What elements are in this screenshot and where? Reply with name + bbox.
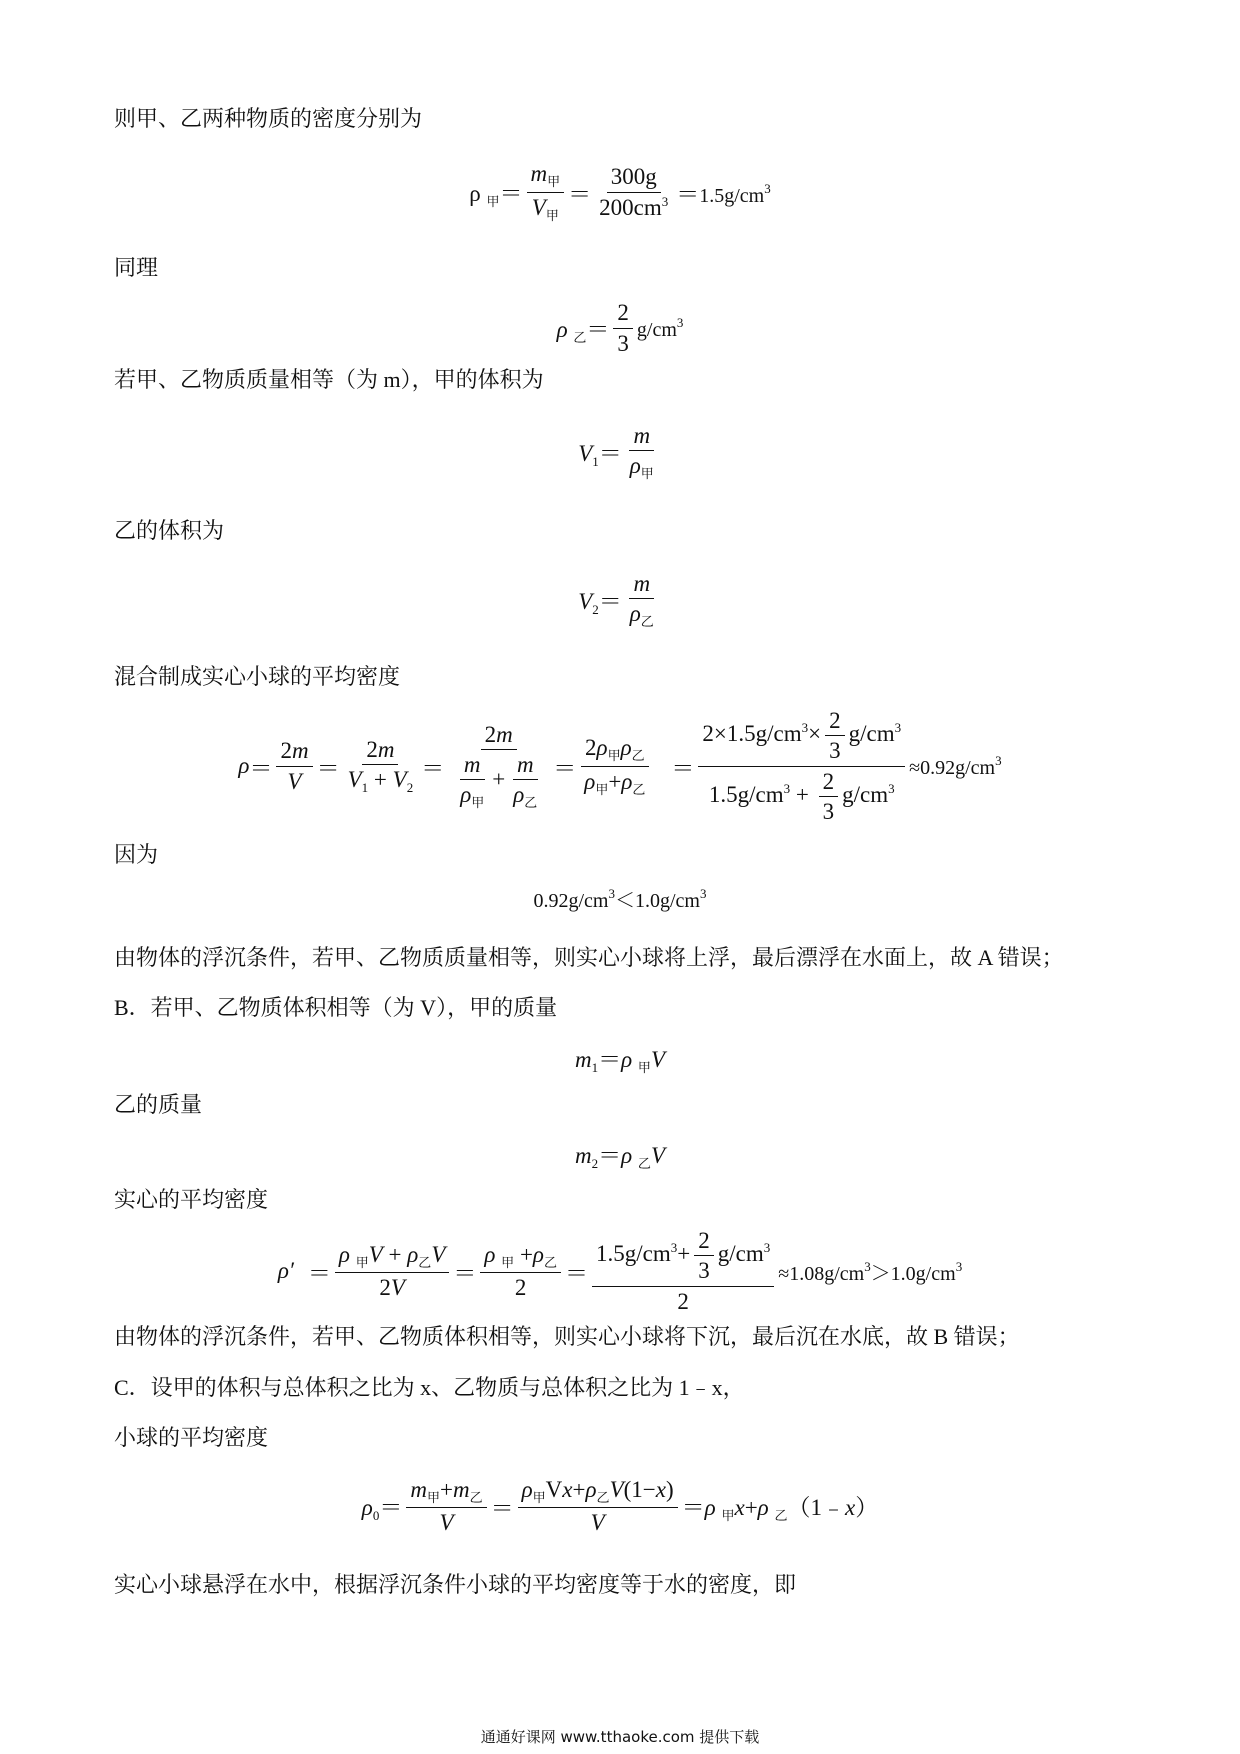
text-line-3: 若甲、乙物质质量相等（为 m），甲的体积为 — [114, 367, 544, 392]
text-line-4: 乙的体积为 — [114, 518, 225, 543]
page-footer: 通通好课网 www.tthaoke.com 提供下载 — [480, 1728, 760, 1746]
text-line-11: 由物体的浮沉条件，若甲、乙物质体积相等，则实心小球将下沉，最后沉在水底，故 B 错误； — [114, 1324, 1020, 1349]
equation-rho0: $\rho_0=$ $\frac{m_甲+m_乙}{V}$ ＝ $\frac{\rho_甲Vx+\rho_乙V(1-x)}{V}$ ＝ρ $_甲$x+ρ $_乙$（1﹣x） — [361, 1476, 879, 1535]
text-line-9: 乙的质量 — [114, 1092, 203, 1117]
equation-density-jia: ρ $_甲$＝ $\frac{m_甲}{V_甲}$ ＝ $\frac{300g}{200cm^3}$ $=1.5g/cm^3$ — [469, 161, 771, 223]
text-line-7: 由物体的浮沉条件，若甲、乙物质质量相等，则实心小球将上浮，最后漂浮在水面上，故 A 错误； — [114, 945, 1064, 970]
text-line-8: B．若甲、乙物质体积相等（为 V），甲的质量 — [114, 995, 558, 1020]
text-line-2: 同理 — [114, 255, 159, 280]
equation-v1: $V_1=$ $\frac{m}{\rho_甲}$ — [578, 422, 654, 481]
equation-v2: $V_2=$ $\frac{m}{\rho_乙}$ — [578, 570, 654, 629]
text-line-1: 则甲、乙两种物质的密度分别为 — [114, 106, 423, 131]
text-line-6: 因为 — [114, 842, 159, 867]
equation-m2: $m_2=\rho$ $_乙$V — [575, 1142, 665, 1171]
text-line-10: 实心的平均密度 — [114, 1187, 269, 1212]
equation-average-density-volume: ρ′ ＝ $\frac{\rho _甲V + \rho_乙V}{2V}$ ＝ $\frac{\rho _甲 +\rho_乙}{2}$ ＝ $1.5g/cm^3+$ $\frac{2}{3}$ $g/cm^3$ 2 $\approx 1.08g/cm^3>1.0g/cm^3$ — [277, 1228, 963, 1314]
text-line-14: 实心小球悬浮在水中，根据浮沉条件小球的平均密度等于水的密度，即 — [114, 1572, 797, 1597]
text-line-12: C．设甲的体积与总体积之比为 x、乙物质与总体积之比为 1﹣x， — [114, 1375, 745, 1400]
text-line-13: 小球的平均密度 — [114, 1425, 269, 1450]
equation-average-density-mass: ρ ＝ $\frac{2m}{V}$ ＝ $\frac{2m}{V_1 + V_2}$ ＝ 2m $\frac{m}{\rho_甲}$ + $\frac{m}{\rho_乙}$ ＝ $\frac{2\rho_甲\rho_乙}{\rho_甲+\rho_乙}$ ＝ $2\times 1.5g/cm^3\times$ $\frac{2}{3}$ $g/cm^3$ $1.5g/cm^3$ + $\frac{2}{3}$ $g/cm^3$ $\approx 0.92g/cm^3$ — [238, 707, 1002, 824]
equation-compare: $0.92g/cm^3<1.0g/cm^3$ — [533, 885, 707, 912]
equation-m1: $m_1=\rho$ $_甲$V — [575, 1046, 665, 1075]
equation-density-yi: ρ $_乙$＝ $\frac{2}{3}$ $g/cm^3$ — [556, 300, 684, 356]
text-line-5: 混合制成实心小球的平均密度 — [114, 664, 401, 689]
